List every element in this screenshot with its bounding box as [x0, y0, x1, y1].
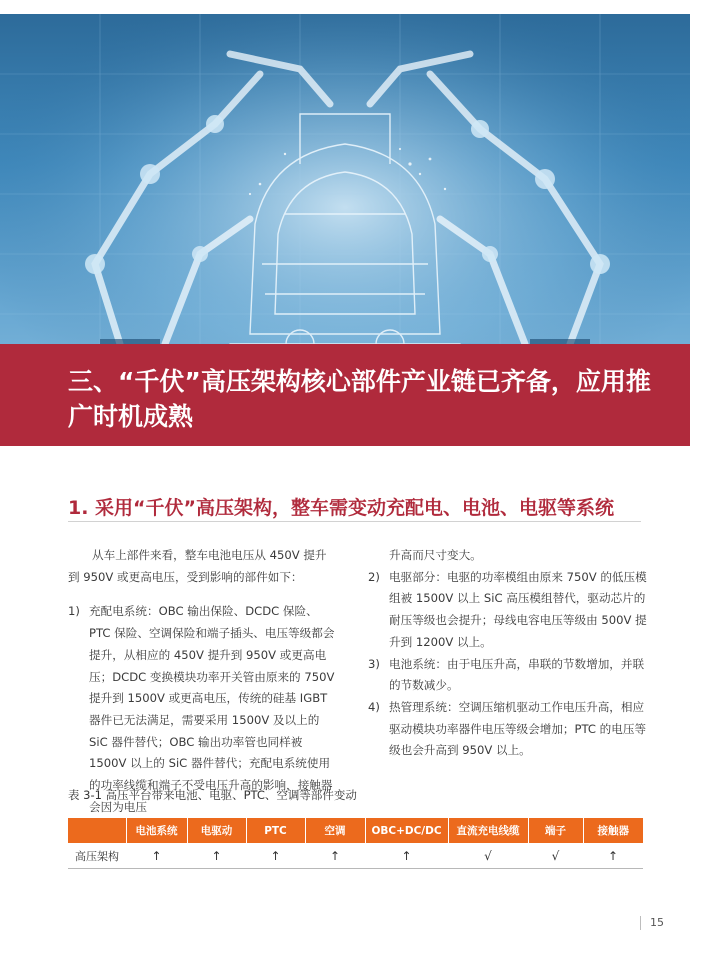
page-number: 15 [650, 916, 664, 929]
chapter-title: 三、“千伏”高压架构核心部件产业链已齐备，应用推广时机成熟 [68, 367, 651, 431]
table-header-cell: 端子 [528, 818, 583, 843]
table-cell: ↑ [126, 843, 187, 869]
body-column-left [68, 545, 338, 818]
table-header-cell: 空调 [305, 818, 365, 843]
list-item-text: 升高而尺寸变大。 [389, 548, 482, 562]
table-header-cell: 电池系统 [126, 818, 187, 843]
intro-paragraph: 从车上部件来看，整车电池电压从 450V 提升到 950V 或更高电压，受到影响的部件如下： [68, 548, 327, 584]
table-cell: √ [528, 843, 583, 869]
table-header-cell: 直流充电线缆 [448, 818, 528, 843]
section-divider [68, 521, 641, 522]
list-item [368, 567, 648, 654]
table-cell: ↑ [365, 843, 448, 869]
table-cell: ↑ [246, 843, 305, 869]
list-item-number: 1) [68, 604, 80, 619]
list-item-text: 充配电系统：OBC 输出保险、DCDC 保险、PTC 保险、空调保险和端子插头、电压等级都会提升，从相应的 450V 提升到 950V 或更高电压；DCDC 变换模块功率开关管由原来的 750V 提升到 1500V 或更高电压，传统的硅基 IGBT 器件已无法满足，需要采用 1500V 及以上的 SiC 器件替代；OBC 输出功率管也同样被 1500V 以上的 SiC 器件替代；充配电系统使用的功率线缆和端子不受电压升高的影响，接触器会因为电压 [89, 604, 335, 814]
list-item [368, 654, 648, 697]
table-header-cell: PTC [246, 818, 305, 843]
list-item-number: 2) [368, 569, 380, 584]
table-header-cell: OBC+DC/DC [365, 818, 448, 843]
section-heading: 1. 采用“千伏”高压架构，整车需变动充配电、电池、电驱等系统 [68, 497, 615, 519]
table-row [68, 843, 643, 869]
page-number-divider [640, 916, 641, 930]
table-header-cell: 电驱动 [187, 818, 246, 843]
table-header-row [68, 818, 643, 843]
table-row-label: 高压架构 [68, 843, 126, 869]
list-item-text: 电池系统：由于电压升高，串联的节数增加，并联的节数减少。 [389, 656, 645, 693]
list-item-number: 4) [368, 699, 380, 714]
table-cell: ↑ [305, 843, 365, 869]
table-cell: √ [448, 843, 528, 869]
table-header-cell: 接触器 [583, 818, 643, 843]
list-item [368, 697, 648, 762]
body-column-right [368, 545, 648, 762]
table-cell: ↑ [187, 843, 246, 869]
table-caption: 表 3-1 高压平台带来电池、电驱、PTC、空调等部件变动 [68, 788, 357, 802]
list-item-continuation [368, 545, 648, 567]
parts-change-table [68, 818, 643, 869]
list-item-text: 热管理系统：空调压缩机驱动工作电压升高，相应驱动模块功率器件电压等级会增加；PTC 的电压等级也会升高到 950V 以上。 [389, 699, 647, 758]
table-cell: ↑ [583, 843, 643, 869]
list-item-text: 电驱部分：电驱的功率模组由原来 750V 的低压模组被 1500V 以上 SiC 高压模组替代，驱动芯片的耐压等级也会提升；母线电容电压等级由 500V 提升到 1200V 以上。 [389, 569, 647, 649]
table-header-cell [68, 818, 126, 843]
list-item-number: 3) [368, 656, 380, 671]
